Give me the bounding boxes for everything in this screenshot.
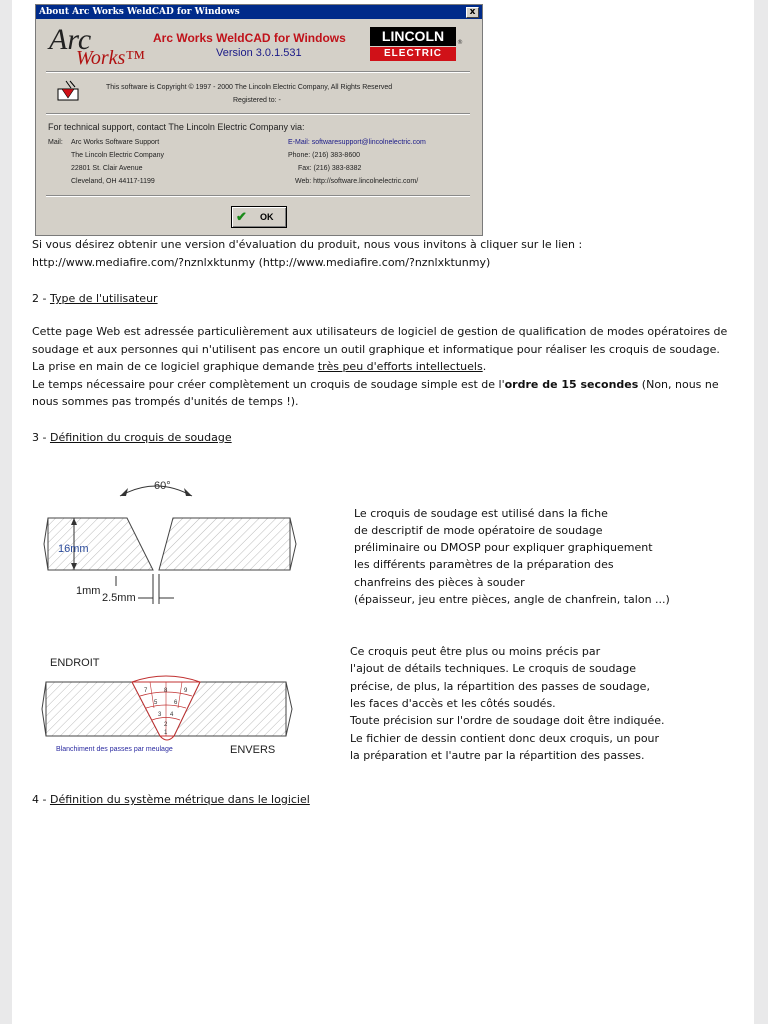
section-2-title: Type de l'utilisateur [49,292,158,305]
section-2-number: 2 - [32,292,50,305]
pass-number: 3 [158,712,162,718]
support-email[interactable]: E-Mail: softwaresupport@lincolnelectric.com [288,139,426,146]
pass-number: 4 [170,712,174,718]
section-2-line-4c: (Non, nous ne [638,378,719,391]
app-name: Arc Works WeldCAD for Windows [153,31,346,45]
ok-button[interactable] [231,206,287,228]
weld-icon [56,79,80,103]
brand-registered-mark: ® [457,39,463,46]
break-line-right-2 [286,682,292,736]
desc-2-line-3: précise, de plus, la répartition des passes de soudage, [350,680,650,693]
envers-label: ENVERS [230,744,276,756]
section-2-line-5: nous sommes pas trompés d'unités de temps !). [32,395,299,408]
section-3-number: 3 - [32,431,50,444]
desc-1-line-1: Le croquis de soudage est utilisé dans la fiche [354,507,608,520]
desc-2-line-7: la préparation et l'autre par la répartition des passes. [350,749,645,762]
pass-number: 5 [154,700,158,706]
desc-2-line-6: Le fichier de dessin contient donc deux croquis, un pour [350,732,660,745]
break-line-left [44,518,48,570]
section-2-line-1: Cette page Web est adressée particulièrement aux utilisateurs de logiciel de gestion de qualification de modes opératoires de [32,325,728,338]
weld-cap [132,676,200,682]
section-2-line-2: soudage et aux personnes qui n'utilisent pas encore un outil graphique et informatique pour réaliser les croquis de soudage. [32,343,720,356]
logo-works-text: Works™ [76,47,145,69]
endroit-label: ENDROIT [50,657,100,669]
mail-line-2: The Lincoln Electric Company [71,152,164,159]
thickness-label: 16mm [58,543,89,555]
separator [46,113,470,115]
ok-label: OK [260,212,274,222]
desc-1-line-4: les différents paramètres de la préparation des [354,558,614,571]
angle-label: 60° [154,480,171,492]
section-2-heading [32,290,158,307]
desc-1-line-5: chanfreins des pièces à souder [354,576,525,589]
dialog-title: About Arc Works WeldCAD for Windows [39,7,240,17]
mail-line-4: Cleveland, OH 44117-1199 [71,178,155,185]
section-3-title: Définition du croquis de soudage [49,431,232,444]
mail-label: Mail: [48,139,63,146]
app-version: Version 3.0.1.531 [216,47,302,59]
copyright-text: This software is Copyright © 1997 - 2000 The Lincoln Electric Company, All Rights Reserved [106,84,393,91]
weld-root [160,736,174,740]
section-4-heading [32,791,310,808]
talon-label: 1mm [76,585,101,597]
pass-number: 1 [164,730,168,736]
pass-number: 6 [174,700,178,706]
groove-preparation-diagram [40,474,300,614]
desc-2-line-5: Toute précision sur l'ordre de soudage doit être indiquée. [350,714,665,727]
desc-2-line-2: l'ajout de détails techniques. Le croquis de soudage [350,662,636,675]
support-phone: Phone: (216) 383-8600 [288,152,360,159]
desc-1-line-3: préliminaire ou DMOSP pour expliquer graphiquement [354,541,653,554]
registered-to: Registered to: - [233,97,281,104]
desc-2-line-1: Ce croquis peut être plus ou moins précis par [350,645,601,658]
brand-logo-top: LINCOLN [370,27,456,46]
separator [46,71,470,73]
dialog-title-bar [36,5,482,19]
mail-line-1: Arc Works Software Support [71,139,160,146]
emphasis-time: ordre de 15 secondes [504,378,639,391]
pass-number: 9 [184,688,188,694]
intro-link[interactable]: http://www.mediafire.com/?nznlxktunmy (http://www.mediafire.com/?nznlxktunmy) [32,256,491,269]
checkmark-icon: ✔ [236,209,247,224]
brand-logo-bottom: ELECTRIC [370,47,456,61]
about-dialog [35,4,483,236]
support-title: For technical support, contact The Lincoln Electric Company via: [48,122,305,132]
section-3-heading [32,429,232,446]
separator [46,195,470,197]
support-fax: Fax: (216) 383-8382 [298,165,362,172]
gap-label: 2.5mm [102,592,136,604]
pass-number: 7 [144,688,148,694]
section-4-title: Définition du système métrique dans le logiciel [49,793,310,806]
desc-1-line-2: de descriptif de mode opératoire de soudage [354,524,603,537]
weld-passes-diagram [40,654,310,764]
section-4-number: 4 - [32,793,50,806]
section-2-line-4 [32,376,719,393]
emphasis-effort: très peu d'efforts intellectuels [317,360,483,373]
section-2-line-3a: La prise en main de ce logiciel graphique demande [32,360,318,373]
break-line-left-2 [42,682,46,736]
desc-2-line-4: les faces d'accès et les côtés soudés. [350,697,556,710]
back-gouging-note: Blanchiment des passes par meulage [56,746,173,753]
section-2-line-3 [32,358,486,375]
close-button[interactable]: x [466,7,479,18]
section-2-line-3c: . [482,360,487,373]
support-web[interactable]: Web: http://software.lincolnelectric.com/ [295,178,419,185]
pass-number: 8 [164,688,168,694]
right-plate [159,518,290,570]
logo-arc-text: Arc [49,23,92,56]
intro-line-1: Si vous désirez obtenir une version d'évaluation du produit, nous vous invitons à cliquer sur le lien : [32,238,583,251]
pass-number: 2 [164,722,168,728]
desc-1-line-6: (épaisseur, jeu entre pièces, angle de chanfrein, talon ...) [354,593,670,606]
section-2-line-4a: Le temps nécessaire pour créer complètement un croquis de soudage simple est de l' [32,378,505,391]
mail-line-3: 22801 St. Clair Avenue [71,165,143,172]
break-line-right [290,518,296,570]
